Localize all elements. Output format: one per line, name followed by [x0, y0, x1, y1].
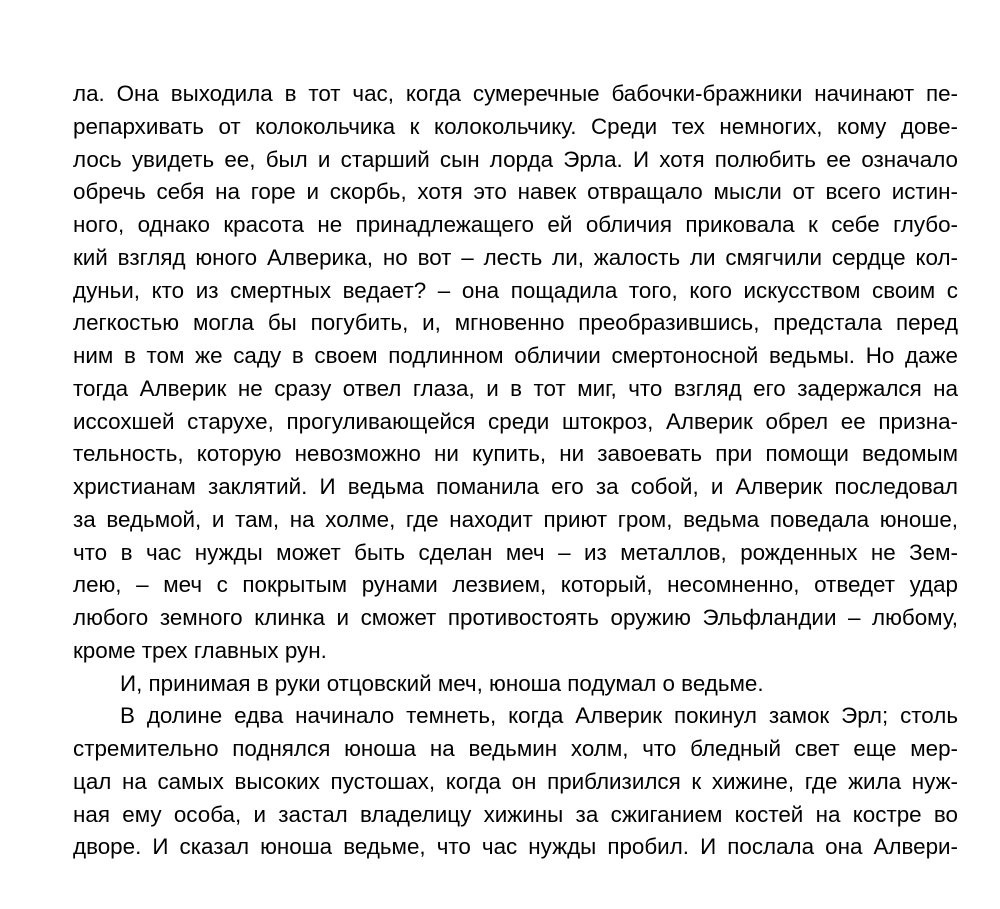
text-line: В долине едва начинало темнеть, когда Алверик покинул замок Эрл; столь: [120, 703, 958, 729]
text-line: ная ему особа, и застал владелицу хижины за сжиганием костей на костре во: [73, 801, 958, 827]
text-line: ла. Она выходила в тот час, когда сумеречные бабочки-бражники начинают пе-: [73, 81, 958, 106]
text-line: ним в том же саду в своем подлинном обличии смертоносной ведьмы. Но даже: [73, 343, 958, 368]
text-line: что в час нужды может быть сделан меч – из металлов, рожденных не Зем-: [73, 539, 958, 565]
text-line: кроме трех главных рун.: [73, 637, 327, 663]
text-line: лею, – меч с покрытым рунами лезвием, который, несомненно, отведет удар: [73, 572, 958, 598]
text-line: тельность, которую невозможно ни купить, ни завоевать при помощи ведомым: [73, 441, 958, 467]
text-line: обречь себя на горе и скорбь, хотя это навек отвращало мысли от всего истин-: [73, 179, 958, 205]
text-line: за ведьмой, и там, на холме, где находит приют гром, ведьма поведала юноше,: [73, 506, 958, 532]
text-line: любого земного клинка и сможет противостоять оружию Эльфландии – любому,: [73, 605, 958, 630]
text-line: И, принимая в руки отцовский меч, юноша подумал о ведьме.: [120, 670, 764, 696]
text-line: тогда Алверик не сразу отвел глаза, и в тот миг, что взгляд его задержался на: [73, 375, 958, 401]
text-line: репархивать от колокольчика к колокольчику. Среди тех немногих, кому дове-: [73, 113, 958, 139]
text-line: иссохшей старухе, прогуливающейся среди штокроз, Алверик обрел ее призна-: [73, 408, 958, 434]
text-line: легкостью могла бы погубить, и, мгновенно преобразившись, предстала перед: [73, 310, 958, 336]
paragraph: [73, 78, 958, 668]
text-line: цал на самых высоких пустошах, когда он приблизился к хижине, где жила нуж-: [73, 768, 958, 794]
text-line: кий взгляд юного Алверика, но вот – лесть ли, жалость ли смягчили сердце кол-: [73, 244, 958, 270]
text-line: дуньи, кто из смертных ведает? – она пощадила того, кого искусством своим с: [73, 277, 958, 303]
paragraph: [73, 668, 958, 701]
text-line: стремительно поднялся юноша на ведьмин холм, что бледный свет еще мер-: [73, 736, 958, 761]
book-page: [73, 78, 958, 864]
text-line: лось увидеть ее, был и старший сын лорда Эрла. И хотя полюбить ее означало: [73, 146, 958, 172]
paragraph: [73, 700, 958, 864]
text-line: ного, однако красота не принадлежащего ей обличия приковала к себе глубо-: [73, 212, 958, 237]
text-line: дворе. И сказал юноша ведьме, что час нужды пробил. И послала она Алвери-: [73, 834, 958, 860]
text-line: христианам заклятий. И ведьма поманила его за собой, и Алверик последовал: [73, 474, 958, 499]
